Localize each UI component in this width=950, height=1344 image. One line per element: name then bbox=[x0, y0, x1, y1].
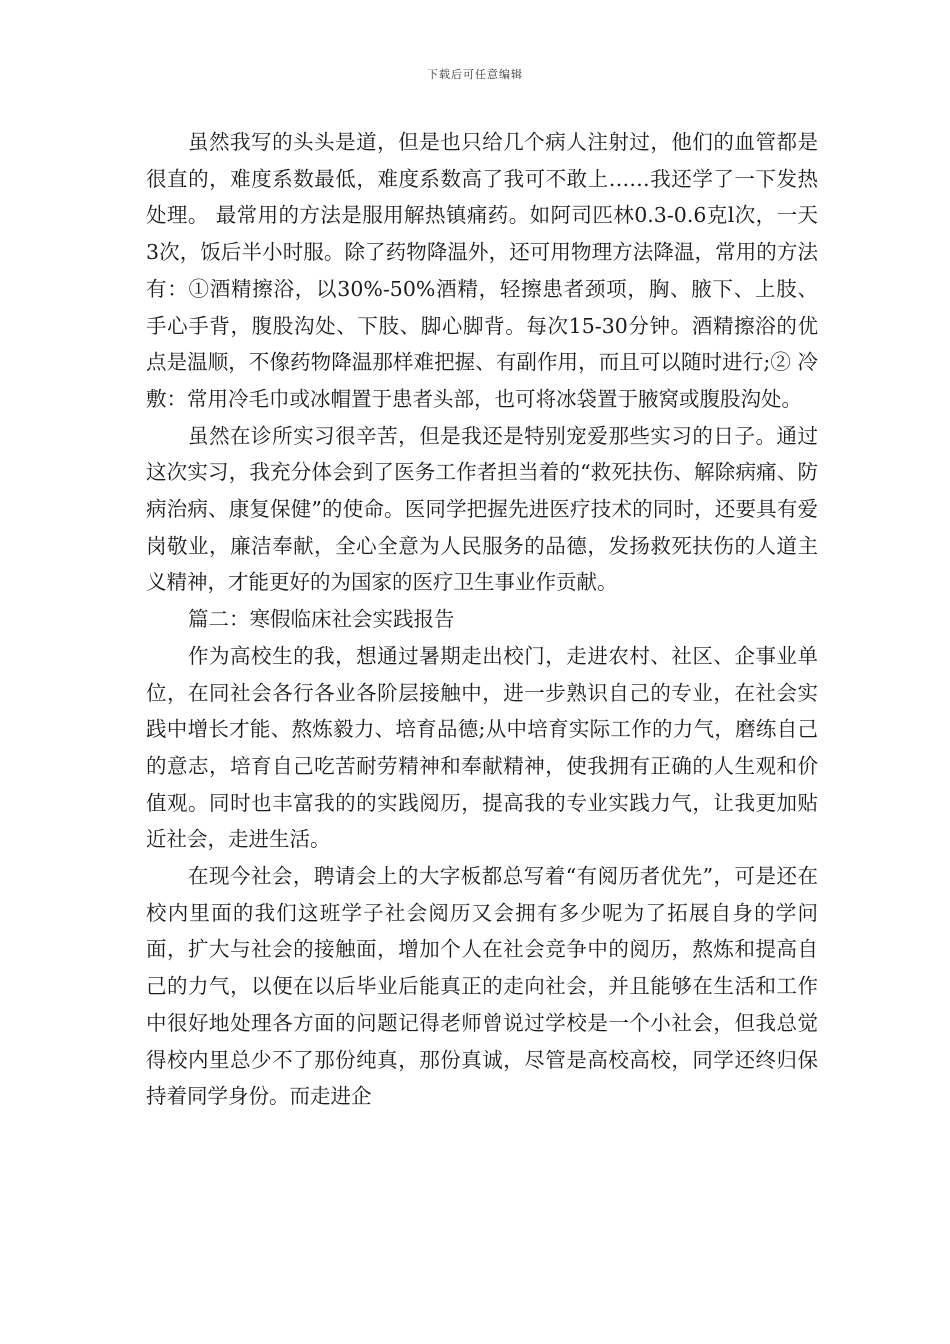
page-header: 下载后可任意编辑 bbox=[427, 68, 523, 81]
document-body bbox=[146, 124, 818, 1115]
paragraph-social-experience: 在现今社会，聘请会上的大字板都总写着“有阅历者优先”，可是还在校内里面的我们这班学子社会阅历又会拥有多少呢为了拓展自身的学问面，扩大与社会的接触面，增加个人在社会竞争中的阅历，熬炼和提高自己的力气，以便在以后毕业后能真正的走向社会，并且能够在生活和工作中很好地处理各方面的问题记得老师曾说过学校是一个小社会，但我总觉得校内里总少不了那份纯真，那份真诚，尽管是高校高校，同学还终归保持着同学身份。而走进企 bbox=[146, 864, 818, 1109]
section-heading: 篇二：寒假临床社会实践报告 bbox=[188, 607, 455, 632]
paragraph-practice-purpose: 作为高校生的我，想通过暑期走出校门，走进农村、社区、企事业单位，在同社会各行各业各阶层接触中，进一步熟识自己的专业，在社会实践中增长才能、熬炼毅力、培育品德;从中培育实际工作的力气，磨练自己的意志，培育自己吃苦耐劳精神和奉献精神，使我拥有正确的人生观和价值观。同时也丰富我的的实践阅历，提高我的专业实践力气，让我更加贴近社会，走进生活。 bbox=[146, 643, 818, 852]
paragraph-internship-reflection: 虽然在诊所实习很辛苦，但是我还是特别宠爱那些实习的日子。通过这次实习，我充分体会到了医务工作者担当着的“救死扶伤、解除病痛、防病治病、康复保健”的使命。医同学把握先进医疗技术的同时，还要具有爱岗敬业，廉洁奉献，全心全意为人民服务的品德，发扬救死扶伤的人道主义精神，才能更好的为国家的医疗卫生事业作贡献。 bbox=[146, 423, 818, 595]
paragraph-fever-treatment: 虽然我写的头头是道，但是也只给几个病人注射过，他们的血管都是很直的，难度系数最低，难度系数高了我可不敢上……我还学了一下发热处理。 最常用的方法是服用解热镇痛药。如阿司匹林0.3-0.6克l次，一天3次，饭后半小时服。除了药物降温外，还可用物理方法降温，常用的方法有：①酒精擦浴，以30%-50%酒精，轻擦患者颈项，胸、腋下、上肢、手心手背，腹股沟处、下肢、脚心脚背。每次15-30分钟。酒精擦浴的优点是温顺，不像药物降温那样难把握、有副作用，而且可以随时进行;② 冷敷：常用冷毛巾或冰帽置于患者头部，也可将冰袋置于腋窝或腹股沟处。 bbox=[146, 130, 818, 411]
